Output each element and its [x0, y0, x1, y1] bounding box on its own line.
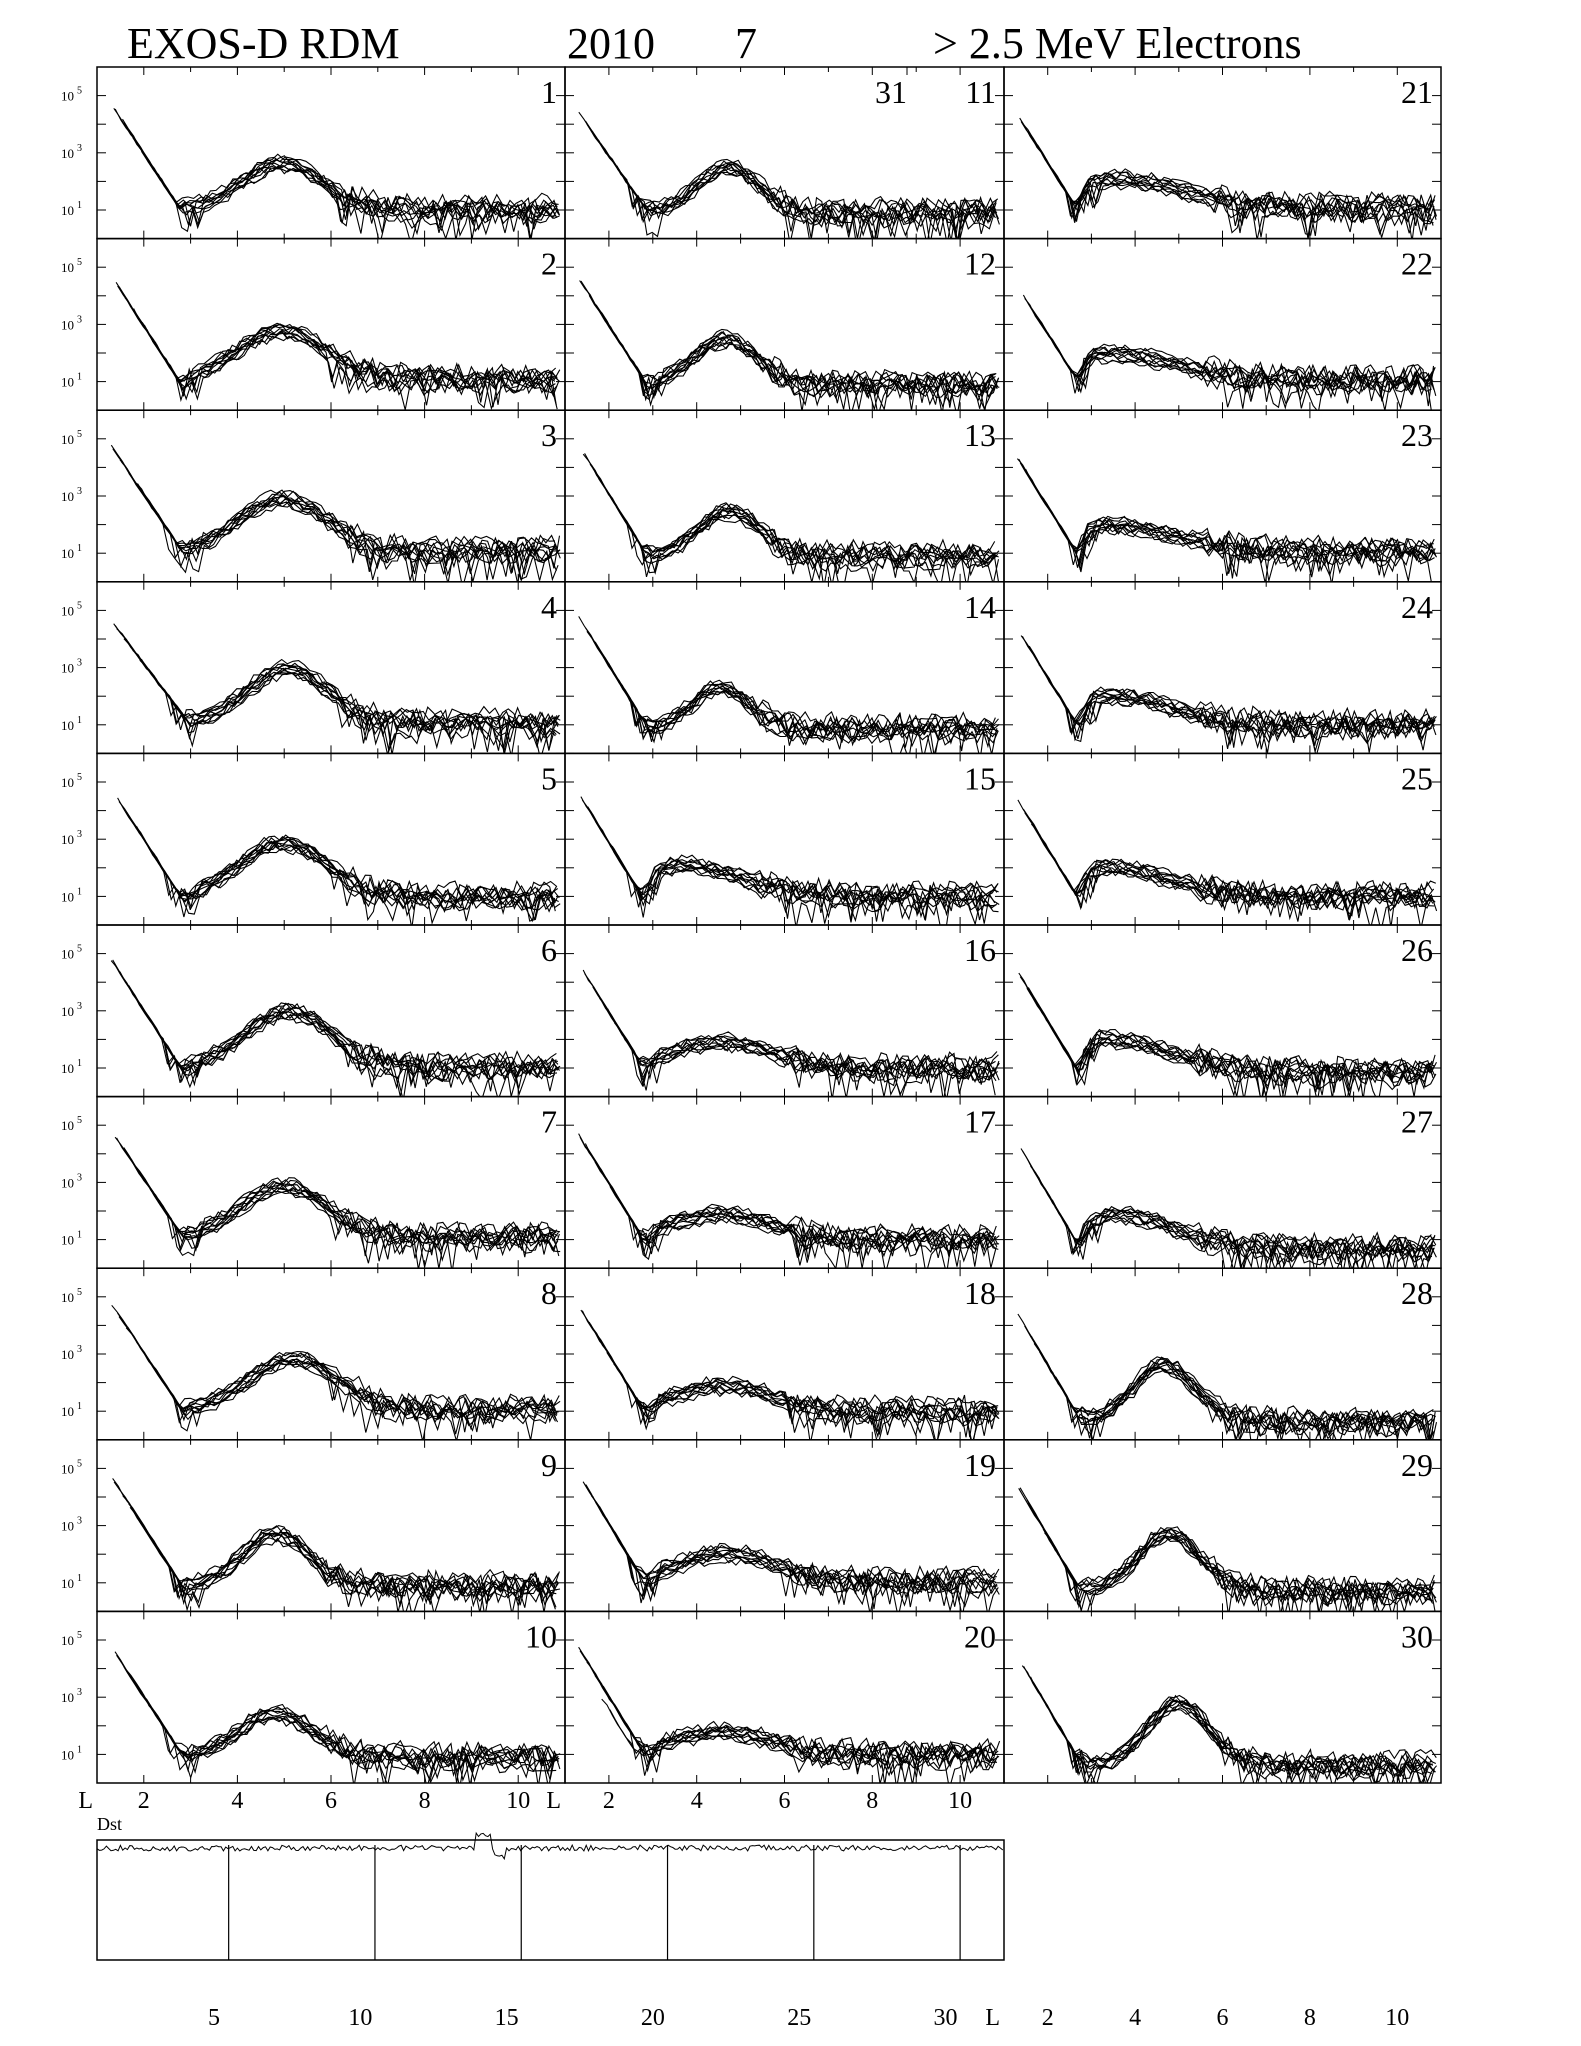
- day-label: 23: [1401, 417, 1433, 454]
- ytick-label-exponent: 1: [77, 371, 82, 383]
- x-tick-label: 8: [1303, 2005, 1316, 2031]
- ytick-label: 10: [61, 1232, 74, 1248]
- day-panel-15: [565, 753, 1004, 930]
- day-curves: [1018, 800, 1437, 931]
- flux-curve: [605, 1689, 1000, 1776]
- x-axis-label: L: [546, 1788, 561, 1814]
- ytick-label: 10: [61, 431, 74, 447]
- flux-curve: [595, 1675, 995, 1785]
- day-label: 18: [964, 1275, 996, 1312]
- day-label: 7: [541, 1103, 557, 1140]
- day-curves: [1017, 459, 1436, 588]
- day-curves: [114, 624, 561, 759]
- ytick-label-exponent: 5: [77, 428, 82, 440]
- flux-curve: [137, 1001, 558, 1094]
- panel-frame: [97, 582, 565, 754]
- dst-label: Dst: [97, 1814, 123, 1834]
- flux-curve: [126, 298, 559, 408]
- day-label: 17: [964, 1103, 996, 1140]
- ytick-label: 10: [61, 145, 74, 161]
- flux-curve: [1028, 1503, 1432, 1617]
- flux-curve: [126, 812, 558, 920]
- x-tick-label: 10: [506, 1788, 531, 1814]
- day-curves: [112, 1305, 560, 1441]
- ytick-label: 10: [61, 1347, 74, 1362]
- flux-curve: [588, 1151, 999, 1269]
- day-panel-17: [565, 1097, 1004, 1274]
- day-label: 28: [1401, 1275, 1433, 1312]
- x-tick-label: 8: [866, 1788, 879, 1814]
- ytick-label: 10: [61, 1118, 74, 1134]
- flux-curve: [137, 826, 558, 906]
- day-panel-29: [1004, 1440, 1441, 1617]
- dst-x-tick-label: 20: [640, 2005, 665, 2031]
- dst-x-tick-label: 5: [208, 2005, 221, 2031]
- day-label: 6: [541, 932, 557, 968]
- day-label: 30: [1401, 1618, 1433, 1655]
- ytick-label: 10: [61, 1061, 74, 1076]
- day-label: 8: [541, 1275, 557, 1312]
- panel-frame: [565, 925, 1004, 1097]
- ytick-label: 10: [61, 1575, 74, 1591]
- x-tick-label: 8: [418, 1788, 431, 1814]
- day-label: 16: [964, 932, 996, 968]
- day-label: 20: [964, 1618, 996, 1655]
- day-curves: [1019, 973, 1437, 1102]
- flux-curve: [595, 138, 995, 245]
- day-label: 13: [964, 417, 996, 454]
- day-curves: [1023, 295, 1435, 416]
- ytick-label-exponent: 5: [77, 1630, 82, 1641]
- panel-frame: [565, 1440, 1004, 1612]
- flux-curve: [597, 824, 997, 922]
- ytick-label-exponent: 1: [77, 714, 82, 726]
- flux-curve: [114, 108, 558, 233]
- dst-x-tick-label: 10: [348, 2005, 373, 2031]
- day-label: 9: [541, 1446, 557, 1483]
- day-label: 5: [541, 760, 557, 797]
- day-curves: [115, 1137, 560, 1272]
- x-axes: [78, 1788, 1409, 2031]
- ytick-label: 10: [61, 1289, 74, 1305]
- flux-curve: [580, 1137, 996, 1273]
- flux-curve: [585, 974, 996, 1100]
- flux-curve: [115, 1137, 559, 1272]
- dst-curve: [97, 1833, 1003, 1859]
- day-panel-28: [1004, 1268, 1441, 1445]
- day-label: 2: [541, 245, 557, 282]
- flux-curve: [1020, 118, 1434, 238]
- ytick-label: 10: [61, 603, 74, 619]
- day-label: 10: [525, 1618, 557, 1655]
- day-label: 12: [964, 245, 996, 282]
- flux-curve: [1025, 298, 1434, 412]
- day-curves: [579, 112, 1000, 244]
- flux-curve: [604, 836, 999, 921]
- ytick-label: 10: [61, 1690, 74, 1706]
- ytick-label: 10: [61, 1175, 74, 1191]
- day-label: 31: [875, 74, 907, 110]
- day-label: 25: [1401, 760, 1433, 797]
- x-tick-label: 4: [1129, 2005, 1142, 2031]
- flux-curve: [139, 487, 560, 580]
- flux-curve: [606, 490, 996, 583]
- flux-curve: [596, 822, 996, 928]
- day-panel-27: [1004, 1097, 1441, 1274]
- ytick-label: 10: [61, 1003, 74, 1019]
- ytick-label-exponent: 5: [77, 1115, 82, 1127]
- ytick-label: 10: [61, 546, 74, 562]
- flux-curve: [131, 134, 558, 239]
- day-curves: [583, 970, 999, 1101]
- day-curves: [581, 797, 999, 931]
- day-label: 4: [541, 588, 557, 625]
- day-curves: [1022, 1666, 1436, 1789]
- ytick-label-exponent: 3: [77, 314, 82, 326]
- flux-curve: [136, 1342, 557, 1442]
- title-instrument: EXOS-D RDM: [127, 19, 400, 68]
- ytick-label-exponent: 5: [77, 1458, 82, 1470]
- panel-frame: [97, 925, 565, 1097]
- flux-curve: [1047, 1702, 1435, 1789]
- day-panel-6: [61, 925, 565, 1101]
- flux-curve: [140, 148, 556, 236]
- ytick-label-exponent: 1: [77, 1572, 82, 1584]
- day-panel-26: [1004, 925, 1441, 1102]
- flux-curve: [1050, 1530, 1433, 1618]
- flux-curve: [132, 1508, 559, 1617]
- ytick-label-exponent: 5: [77, 772, 82, 783]
- day-panel-16: [565, 925, 1004, 1101]
- ytick-label: 10: [61, 832, 74, 848]
- day-curves: [583, 1482, 999, 1617]
- x-axis-label: L: [78, 1788, 93, 1814]
- x-tick-label: 10: [948, 1788, 973, 1814]
- ytick-label-exponent: 1: [77, 1744, 82, 1756]
- flux-curve: [587, 1662, 998, 1776]
- day-label: 1: [541, 74, 557, 110]
- x-tick-label: 10: [1385, 2005, 1410, 2031]
- day-label: 19: [964, 1446, 996, 1483]
- flux-curve: [140, 660, 556, 745]
- ytick-label: 10: [61, 717, 74, 733]
- day-curves: [115, 1652, 560, 1789]
- flux-curve: [1029, 135, 1433, 242]
- flux-curve: [133, 1162, 560, 1267]
- flux-curve: [149, 154, 559, 231]
- flux-curve: [1035, 1514, 1434, 1615]
- day-curves: [111, 960, 560, 1101]
- day-panel-21: [1004, 67, 1441, 241]
- day-panel-19: [565, 1440, 1004, 1617]
- ytick-label: 10: [61, 1747, 74, 1763]
- day-label: 27: [1401, 1103, 1433, 1140]
- flux-curve: [1037, 1689, 1436, 1786]
- day-curves: [579, 616, 1000, 759]
- ytick-label-exponent: 1: [77, 543, 82, 555]
- ytick-label-exponent: 1: [77, 1229, 82, 1241]
- day-panel-18: [565, 1268, 1004, 1445]
- flux-curve: [1043, 1013, 1436, 1100]
- day-curves: [581, 1310, 999, 1446]
- dst-frame: [97, 1840, 1004, 1960]
- title-year: 2010: [567, 19, 655, 68]
- day-curves: [114, 108, 560, 244]
- x-tick-label: 6: [325, 1788, 337, 1814]
- day-curves: [1021, 1149, 1436, 1274]
- ytick-label-exponent: 5: [77, 257, 82, 269]
- ytick-label-exponent: 5: [77, 943, 82, 955]
- ytick-label: 10: [61, 946, 74, 962]
- ytick-label: 10: [61, 1633, 74, 1648]
- ytick-label: 10: [61, 203, 74, 218]
- day-label: 26: [1401, 932, 1433, 968]
- flux-curve: [1055, 1696, 1433, 1789]
- ytick-label-exponent: 1: [77, 200, 82, 211]
- flux-curve: [1045, 1700, 1433, 1789]
- day-curves: [583, 453, 999, 587]
- flux-curve: [1020, 977, 1434, 1102]
- day-label: 3: [541, 417, 557, 454]
- day-panel-30: [1004, 1611, 1441, 1788]
- x-tick-label: 2: [137, 1788, 150, 1814]
- ytick-label: 10: [61, 1404, 74, 1420]
- ytick-label: 10: [61, 88, 74, 104]
- ytick-label: 10: [61, 889, 74, 905]
- flux-curve: [603, 657, 998, 759]
- day-panel-12: [565, 239, 1004, 416]
- ytick-label: 10: [61, 1518, 74, 1534]
- flux-curve: [1029, 1163, 1433, 1274]
- day-label: 22: [1401, 245, 1433, 282]
- flux-curve: [1045, 1533, 1433, 1618]
- ytick-label-exponent: 3: [77, 1172, 82, 1184]
- flux-curve: [115, 109, 559, 241]
- ytick-label-exponent: 3: [77, 1687, 82, 1699]
- day-curves: [1021, 636, 1436, 757]
- flux-curve: [1043, 501, 1436, 585]
- flux-curve: [600, 998, 995, 1096]
- day-curves: [1019, 1488, 1437, 1617]
- day-panel-10: [61, 1611, 565, 1788]
- day-panel-24: [1004, 582, 1441, 757]
- flux-curve: [1042, 1012, 1435, 1097]
- ytick-label-exponent: 1: [77, 1058, 82, 1069]
- flux-curve: [1032, 1680, 1436, 1775]
- panel-frame: [97, 1440, 565, 1612]
- title: [127, 19, 1302, 68]
- flux-curve: [130, 1507, 557, 1614]
- flux-curve: [135, 312, 556, 405]
- ytick-label-exponent: 1: [77, 886, 82, 898]
- day-label: 11: [965, 74, 996, 110]
- flux-curve: [1019, 1488, 1433, 1615]
- x-tick-label: 2: [1041, 2005, 1054, 2031]
- day-panel-23: [1004, 410, 1441, 587]
- dst-panel: [97, 1814, 1004, 2031]
- ytick-label: 10: [61, 260, 74, 276]
- flux-curve: [592, 131, 998, 241]
- title-month: 7: [735, 19, 757, 68]
- title-energy: > 2.5 MeV Electrons: [933, 19, 1302, 68]
- day-curves: [111, 445, 560, 587]
- day-panel-20: [565, 1611, 1004, 1788]
- flux-curve: [591, 1496, 997, 1603]
- x-tick-label: 4: [231, 1788, 244, 1814]
- day-curves: [580, 281, 1000, 416]
- x-tick-label: 6: [1216, 2005, 1229, 2031]
- ytick-label: 10: [61, 660, 74, 676]
- x-axis-label: L: [985, 2005, 1000, 2031]
- flux-curve: [1050, 1024, 1433, 1101]
- day-panel-2: [61, 239, 565, 411]
- day-panel-25: [1004, 753, 1441, 930]
- day-panel-9: [61, 1440, 565, 1617]
- ytick-label-exponent: 5: [77, 600, 82, 612]
- day-panel-14: [565, 582, 1004, 759]
- day-curves: [113, 1478, 560, 1617]
- flux-curve: [1044, 671, 1432, 753]
- day-curves: [1020, 118, 1437, 241]
- flux-curve: [134, 1681, 555, 1789]
- day-curves: [579, 1134, 1000, 1274]
- day-label: 21: [1401, 74, 1433, 110]
- dst-x-tick-label: 25: [787, 2005, 812, 2031]
- flux-curve: [139, 1004, 560, 1099]
- day-curves: [1018, 1314, 1437, 1446]
- ytick-label: 10: [61, 489, 74, 504]
- day-label: 29: [1401, 1446, 1433, 1483]
- flux-curve: [601, 143, 996, 238]
- ytick-label: 10: [61, 374, 74, 390]
- flux-curve: [608, 493, 998, 587]
- day-panel-5: [61, 753, 565, 928]
- flux-curve: [1023, 295, 1432, 408]
- ytick-label-exponent: 3: [77, 1000, 82, 1012]
- ytick-label-exponent: 3: [77, 1515, 82, 1527]
- day-label: 24: [1401, 588, 1433, 625]
- ytick-label-exponent: 3: [77, 829, 82, 841]
- x-tick-label: 6: [778, 1788, 791, 1814]
- ytick-label-exponent: 3: [77, 1344, 82, 1355]
- flux-curve: [589, 1322, 995, 1446]
- flux-curve: [1055, 859, 1433, 908]
- day-curves: [579, 1647, 1000, 1789]
- flux-curve: [583, 1482, 999, 1617]
- flux-curve: [587, 631, 998, 758]
- flux-curve: [118, 798, 556, 923]
- day-curves: [118, 798, 561, 928]
- flux-curve: [1028, 131, 1432, 235]
- panel-frame: [97, 1268, 565, 1440]
- ytick-label-exponent: 1: [77, 1401, 82, 1413]
- day-panel-11: [565, 67, 1004, 244]
- day-label: 14: [964, 588, 996, 625]
- ytick-label: 10: [61, 775, 74, 790]
- x-tick-label: 2: [602, 1788, 615, 1814]
- ytick-label-exponent: 5: [77, 1286, 82, 1298]
- flux-curve: [579, 112, 995, 235]
- ytick-label-exponent: 5: [77, 85, 82, 97]
- panel-frame: [565, 1097, 1004, 1269]
- flux-curve: [133, 138, 560, 245]
- day-panel-4: [61, 582, 565, 759]
- flux-curve: [1021, 122, 1435, 240]
- flux-curve: [593, 1496, 999, 1617]
- day-panels: [61, 67, 1441, 1789]
- ytick-label: 10: [61, 1461, 74, 1477]
- day-panel-13: [565, 410, 1004, 587]
- ytick-label-exponent: 3: [77, 486, 82, 497]
- day-panel-3: [61, 410, 565, 587]
- day-panel-22: [1004, 239, 1441, 416]
- flux-curve: [585, 1144, 996, 1257]
- flux-curve: [1036, 1003, 1435, 1090]
- day-curves: [116, 282, 560, 410]
- flux-curve: [1024, 1666, 1433, 1788]
- ytick-label: 10: [61, 317, 74, 333]
- flux-curve: [1037, 661, 1436, 751]
- ytick-label-exponent: 3: [77, 142, 82, 154]
- day-panel-8: [61, 1268, 565, 1441]
- dst-x-tick-label: 30: [933, 2005, 958, 2031]
- day-panel-1: [61, 67, 565, 244]
- flux-curve: [594, 134, 1000, 243]
- flux-curve: [146, 1530, 556, 1617]
- ytick-label-exponent: 3: [77, 657, 82, 669]
- flux-curve: [137, 1518, 558, 1613]
- flux-curve: [144, 325, 560, 403]
- x-tick-label: 4: [690, 1788, 703, 1814]
- panel-frame: [565, 1611, 1004, 1783]
- day-label: 15: [964, 760, 996, 797]
- day-panel-7: [61, 1097, 565, 1273]
- dst-x-tick-label: 15: [494, 2005, 519, 2031]
